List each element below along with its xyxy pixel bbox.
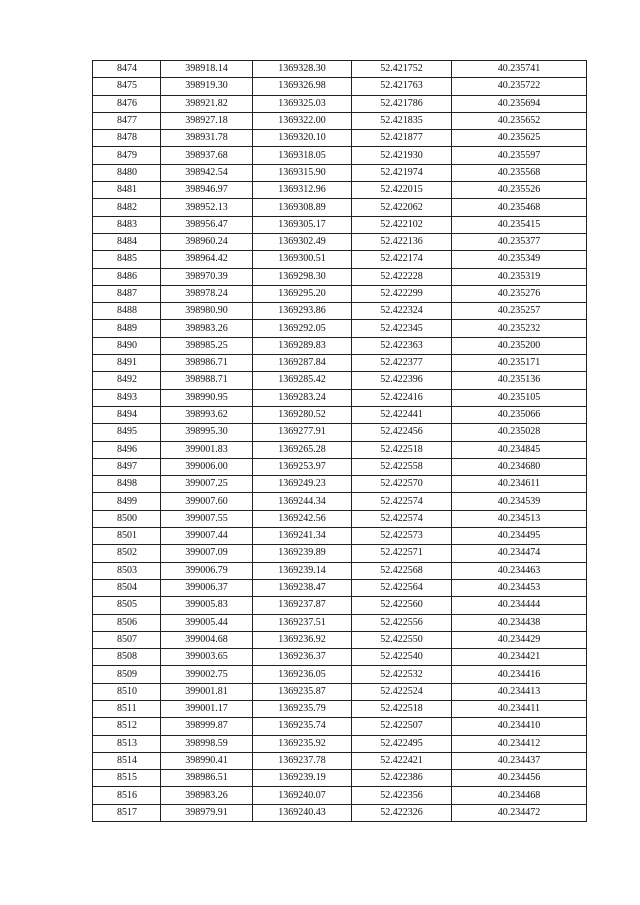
- longitude-cell: 40.235066: [452, 406, 587, 423]
- longitude-cell: 40.234463: [452, 562, 587, 579]
- y-coordinate-cell: 1369239.14: [253, 562, 352, 579]
- y-coordinate-cell: 1369236.05: [253, 666, 352, 683]
- longitude-cell: 40.235136: [452, 372, 587, 389]
- latitude-cell: 52.422568: [352, 562, 452, 579]
- latitude-cell: 52.421877: [352, 130, 452, 147]
- table-row: [93, 458, 587, 475]
- table-row: [93, 683, 587, 700]
- x-coordinate-cell: 398990.41: [161, 752, 253, 769]
- table-row: [93, 268, 587, 285]
- x-coordinate-cell: 398990.95: [161, 389, 253, 406]
- latitude-cell: 52.422495: [352, 735, 452, 752]
- table-row: [93, 631, 587, 648]
- latitude-cell: 52.422507: [352, 718, 452, 735]
- point-number-cell: 8493: [93, 389, 161, 406]
- latitude-cell: 52.422556: [352, 614, 452, 631]
- table-row: [93, 95, 587, 112]
- x-coordinate-cell: 399007.55: [161, 510, 253, 527]
- table-row: [93, 614, 587, 631]
- table-row: [93, 389, 587, 406]
- table-row: [93, 130, 587, 147]
- point-number-cell: 8496: [93, 441, 161, 458]
- longitude-cell: 40.234416: [452, 666, 587, 683]
- point-number-cell: 8505: [93, 597, 161, 614]
- point-number-cell: 8480: [93, 164, 161, 181]
- y-coordinate-cell: 1369315.90: [253, 164, 352, 181]
- table-row: [93, 216, 587, 233]
- latitude-cell: 52.422326: [352, 804, 452, 821]
- x-coordinate-cell: 398983.26: [161, 320, 253, 337]
- y-coordinate-cell: 1369308.89: [253, 199, 352, 216]
- point-number-cell: 8488: [93, 303, 161, 320]
- latitude-cell: 52.422456: [352, 424, 452, 441]
- latitude-cell: 52.422532: [352, 666, 452, 683]
- table-row: [93, 787, 587, 804]
- longitude-cell: 40.235625: [452, 130, 587, 147]
- x-coordinate-cell: 399007.60: [161, 493, 253, 510]
- latitude-cell: 52.422015: [352, 182, 452, 199]
- longitude-cell: 40.235377: [452, 233, 587, 250]
- latitude-cell: 52.422174: [352, 251, 452, 268]
- point-number-cell: 8483: [93, 216, 161, 233]
- x-coordinate-cell: 399002.75: [161, 666, 253, 683]
- table-row: [93, 770, 587, 787]
- y-coordinate-cell: 1369302.49: [253, 233, 352, 250]
- x-coordinate-cell: 399001.17: [161, 700, 253, 717]
- table-row: [93, 528, 587, 545]
- y-coordinate-cell: 1369289.83: [253, 337, 352, 354]
- point-number-cell: 8476: [93, 95, 161, 112]
- table-row: [93, 61, 587, 78]
- latitude-cell: 52.422062: [352, 199, 452, 216]
- y-coordinate-cell: 1369280.52: [253, 406, 352, 423]
- y-coordinate-cell: 1369242.56: [253, 510, 352, 527]
- table-row: [93, 355, 587, 372]
- y-coordinate-cell: 1369244.34: [253, 493, 352, 510]
- y-coordinate-cell: 1369328.30: [253, 61, 352, 78]
- coordinates-table-body: [93, 61, 587, 822]
- point-number-cell: 8510: [93, 683, 161, 700]
- point-number-cell: 8506: [93, 614, 161, 631]
- point-number-cell: 8500: [93, 510, 161, 527]
- table-row: [93, 441, 587, 458]
- table-row: [93, 372, 587, 389]
- x-coordinate-cell: 398988.71: [161, 372, 253, 389]
- point-number-cell: 8514: [93, 752, 161, 769]
- latitude-cell: 52.422540: [352, 649, 452, 666]
- latitude-cell: 52.422377: [352, 355, 452, 372]
- x-coordinate-cell: 399006.37: [161, 579, 253, 596]
- y-coordinate-cell: 1369236.37: [253, 649, 352, 666]
- latitude-cell: 52.422228: [352, 268, 452, 285]
- longitude-cell: 40.234474: [452, 545, 587, 562]
- table-row: [93, 735, 587, 752]
- longitude-cell: 40.235415: [452, 216, 587, 233]
- longitude-cell: 40.235349: [452, 251, 587, 268]
- latitude-cell: 52.422356: [352, 787, 452, 804]
- longitude-cell: 40.235468: [452, 199, 587, 216]
- x-coordinate-cell: 398964.42: [161, 251, 253, 268]
- y-coordinate-cell: 1369239.89: [253, 545, 352, 562]
- table-row: [93, 424, 587, 441]
- longitude-cell: 40.234611: [452, 476, 587, 493]
- point-number-cell: 8515: [93, 770, 161, 787]
- table-row: [93, 579, 587, 596]
- table-row: [93, 700, 587, 717]
- point-number-cell: 8497: [93, 458, 161, 475]
- y-coordinate-cell: 1369326.98: [253, 78, 352, 95]
- x-coordinate-cell: 398993.62: [161, 406, 253, 423]
- table-row: [93, 649, 587, 666]
- latitude-cell: 52.422102: [352, 216, 452, 233]
- point-number-cell: 8495: [93, 424, 161, 441]
- y-coordinate-cell: 1369292.05: [253, 320, 352, 337]
- latitude-cell: 52.422518: [352, 441, 452, 458]
- point-number-cell: 8498: [93, 476, 161, 493]
- latitude-cell: 52.422571: [352, 545, 452, 562]
- longitude-cell: 40.235200: [452, 337, 587, 354]
- x-coordinate-cell: 398921.82: [161, 95, 253, 112]
- x-coordinate-cell: 399004.68: [161, 631, 253, 648]
- x-coordinate-cell: 398986.71: [161, 355, 253, 372]
- point-number-cell: 8482: [93, 199, 161, 216]
- longitude-cell: 40.235232: [452, 320, 587, 337]
- y-coordinate-cell: 1369240.07: [253, 787, 352, 804]
- x-coordinate-cell: 398980.90: [161, 303, 253, 320]
- y-coordinate-cell: 1369249.23: [253, 476, 352, 493]
- table-row: [93, 752, 587, 769]
- point-number-cell: 8477: [93, 112, 161, 129]
- table-row: [93, 303, 587, 320]
- latitude-cell: 52.422386: [352, 770, 452, 787]
- y-coordinate-cell: 1369238.47: [253, 579, 352, 596]
- x-coordinate-cell: 398999.87: [161, 718, 253, 735]
- point-number-cell: 8474: [93, 61, 161, 78]
- longitude-cell: 40.234472: [452, 804, 587, 821]
- point-number-cell: 8479: [93, 147, 161, 164]
- y-coordinate-cell: 1369235.92: [253, 735, 352, 752]
- x-coordinate-cell: 399006.00: [161, 458, 253, 475]
- latitude-cell: 52.422518: [352, 700, 452, 717]
- x-coordinate-cell: 399003.65: [161, 649, 253, 666]
- table-row: [93, 510, 587, 527]
- latitude-cell: 52.422550: [352, 631, 452, 648]
- longitude-cell: 40.235257: [452, 303, 587, 320]
- latitude-cell: 52.422363: [352, 337, 452, 354]
- point-number-cell: 8481: [93, 182, 161, 199]
- x-coordinate-cell: 398998.59: [161, 735, 253, 752]
- y-coordinate-cell: 1369235.87: [253, 683, 352, 700]
- table-row: [93, 718, 587, 735]
- x-coordinate-cell: 398979.91: [161, 804, 253, 821]
- y-coordinate-cell: 1369253.97: [253, 458, 352, 475]
- longitude-cell: 40.234845: [452, 441, 587, 458]
- x-coordinate-cell: 399005.44: [161, 614, 253, 631]
- longitude-cell: 40.235597: [452, 147, 587, 164]
- point-number-cell: 8491: [93, 355, 161, 372]
- x-coordinate-cell: 399001.83: [161, 441, 253, 458]
- y-coordinate-cell: 1369237.87: [253, 597, 352, 614]
- y-coordinate-cell: 1369235.79: [253, 700, 352, 717]
- latitude-cell: 52.422560: [352, 597, 452, 614]
- point-number-cell: 8508: [93, 649, 161, 666]
- y-coordinate-cell: 1369318.05: [253, 147, 352, 164]
- x-coordinate-cell: 398931.78: [161, 130, 253, 147]
- longitude-cell: 40.234438: [452, 614, 587, 631]
- y-coordinate-cell: 1369295.20: [253, 285, 352, 302]
- point-number-cell: 8502: [93, 545, 161, 562]
- latitude-cell: 52.422574: [352, 493, 452, 510]
- y-coordinate-cell: 1369240.43: [253, 804, 352, 821]
- longitude-cell: 40.234539: [452, 493, 587, 510]
- y-coordinate-cell: 1369293.86: [253, 303, 352, 320]
- point-number-cell: 8484: [93, 233, 161, 250]
- x-coordinate-cell: 398970.39: [161, 268, 253, 285]
- latitude-cell: 52.421930: [352, 147, 452, 164]
- latitude-cell: 52.422345: [352, 320, 452, 337]
- latitude-cell: 52.422441: [352, 406, 452, 423]
- point-number-cell: 8490: [93, 337, 161, 354]
- longitude-cell: 40.234412: [452, 735, 587, 752]
- y-coordinate-cell: 1369241.34: [253, 528, 352, 545]
- latitude-cell: 52.421763: [352, 78, 452, 95]
- longitude-cell: 40.235722: [452, 78, 587, 95]
- y-coordinate-cell: 1369322.00: [253, 112, 352, 129]
- table-row: [93, 545, 587, 562]
- x-coordinate-cell: 398983.26: [161, 787, 253, 804]
- table-row: [93, 182, 587, 199]
- point-number-cell: 8475: [93, 78, 161, 95]
- latitude-cell: 52.422299: [352, 285, 452, 302]
- longitude-cell: 40.234437: [452, 752, 587, 769]
- longitude-cell: 40.235652: [452, 112, 587, 129]
- x-coordinate-cell: 398919.30: [161, 78, 253, 95]
- point-number-cell: 8511: [93, 700, 161, 717]
- table-row: [93, 251, 587, 268]
- table-row: [93, 164, 587, 181]
- y-coordinate-cell: 1369287.84: [253, 355, 352, 372]
- y-coordinate-cell: 1369312.96: [253, 182, 352, 199]
- x-coordinate-cell: 399007.44: [161, 528, 253, 545]
- y-coordinate-cell: 1369235.74: [253, 718, 352, 735]
- y-coordinate-cell: 1369265.28: [253, 441, 352, 458]
- latitude-cell: 52.422574: [352, 510, 452, 527]
- longitude-cell: 40.235568: [452, 164, 587, 181]
- x-coordinate-cell: 398942.54: [161, 164, 253, 181]
- latitude-cell: 52.422136: [352, 233, 452, 250]
- longitude-cell: 40.234411: [452, 700, 587, 717]
- table-row: [93, 147, 587, 164]
- latitude-cell: 52.422570: [352, 476, 452, 493]
- x-coordinate-cell: 398946.97: [161, 182, 253, 199]
- longitude-cell: 40.234513: [452, 510, 587, 527]
- y-coordinate-cell: 1369285.42: [253, 372, 352, 389]
- x-coordinate-cell: 398978.24: [161, 285, 253, 302]
- point-number-cell: 8485: [93, 251, 161, 268]
- table-row: [93, 406, 587, 423]
- latitude-cell: 52.422396: [352, 372, 452, 389]
- table-row: [93, 476, 587, 493]
- longitude-cell: 40.235319: [452, 268, 587, 285]
- point-number-cell: 8503: [93, 562, 161, 579]
- x-coordinate-cell: 398918.14: [161, 61, 253, 78]
- latitude-cell: 52.422421: [352, 752, 452, 769]
- latitude-cell: 52.421786: [352, 95, 452, 112]
- point-number-cell: 8489: [93, 320, 161, 337]
- x-coordinate-cell: 398995.30: [161, 424, 253, 441]
- y-coordinate-cell: 1369325.03: [253, 95, 352, 112]
- longitude-cell: 40.234453: [452, 579, 587, 596]
- x-coordinate-cell: 399007.25: [161, 476, 253, 493]
- longitude-cell: 40.234410: [452, 718, 587, 735]
- latitude-cell: 52.422324: [352, 303, 452, 320]
- point-number-cell: 8512: [93, 718, 161, 735]
- y-coordinate-cell: 1369236.92: [253, 631, 352, 648]
- latitude-cell: 52.422558: [352, 458, 452, 475]
- longitude-cell: 40.234421: [452, 649, 587, 666]
- table-row: [93, 493, 587, 510]
- longitude-cell: 40.234468: [452, 787, 587, 804]
- x-coordinate-cell: 398952.13: [161, 199, 253, 216]
- point-number-cell: 8492: [93, 372, 161, 389]
- table-row: [93, 597, 587, 614]
- longitude-cell: 40.235526: [452, 182, 587, 199]
- longitude-cell: 40.235741: [452, 61, 587, 78]
- latitude-cell: 52.422416: [352, 389, 452, 406]
- x-coordinate-cell: 398986.51: [161, 770, 253, 787]
- table-row: [93, 285, 587, 302]
- table-row: [93, 233, 587, 250]
- table-row: [93, 320, 587, 337]
- latitude-cell: 52.421974: [352, 164, 452, 181]
- x-coordinate-cell: 398960.24: [161, 233, 253, 250]
- table-row: [93, 804, 587, 821]
- x-coordinate-cell: 398927.18: [161, 112, 253, 129]
- longitude-cell: 40.235028: [452, 424, 587, 441]
- table-row: [93, 78, 587, 95]
- y-coordinate-cell: 1369320.10: [253, 130, 352, 147]
- y-coordinate-cell: 1369298.30: [253, 268, 352, 285]
- point-number-cell: 8487: [93, 285, 161, 302]
- longitude-cell: 40.234444: [452, 597, 587, 614]
- y-coordinate-cell: 1369277.91: [253, 424, 352, 441]
- x-coordinate-cell: 399007.09: [161, 545, 253, 562]
- y-coordinate-cell: 1369239.19: [253, 770, 352, 787]
- latitude-cell: 52.422564: [352, 579, 452, 596]
- point-number-cell: 8478: [93, 130, 161, 147]
- longitude-cell: 40.234680: [452, 458, 587, 475]
- point-number-cell: 8509: [93, 666, 161, 683]
- x-coordinate-cell: 398937.68: [161, 147, 253, 164]
- latitude-cell: 52.422524: [352, 683, 452, 700]
- point-number-cell: 8486: [93, 268, 161, 285]
- latitude-cell: 52.421752: [352, 61, 452, 78]
- longitude-cell: 40.235276: [452, 285, 587, 302]
- y-coordinate-cell: 1369237.51: [253, 614, 352, 631]
- longitude-cell: 40.234456: [452, 770, 587, 787]
- point-number-cell: 8507: [93, 631, 161, 648]
- point-number-cell: 8517: [93, 804, 161, 821]
- x-coordinate-cell: 399005.83: [161, 597, 253, 614]
- longitude-cell: 40.235694: [452, 95, 587, 112]
- x-coordinate-cell: 398956.47: [161, 216, 253, 233]
- y-coordinate-cell: 1369300.51: [253, 251, 352, 268]
- point-number-cell: 8501: [93, 528, 161, 545]
- table-row: [93, 337, 587, 354]
- y-coordinate-cell: 1369305.17: [253, 216, 352, 233]
- table-row: [93, 112, 587, 129]
- latitude-cell: 52.421835: [352, 112, 452, 129]
- longitude-cell: 40.235105: [452, 389, 587, 406]
- x-coordinate-cell: 399006.79: [161, 562, 253, 579]
- x-coordinate-cell: 398985.25: [161, 337, 253, 354]
- longitude-cell: 40.235171: [452, 355, 587, 372]
- longitude-cell: 40.234429: [452, 631, 587, 648]
- x-coordinate-cell: 399001.81: [161, 683, 253, 700]
- table-row: [93, 666, 587, 683]
- y-coordinate-cell: 1369283.24: [253, 389, 352, 406]
- point-number-cell: 8516: [93, 787, 161, 804]
- coordinates-table: [92, 60, 587, 822]
- point-number-cell: 8513: [93, 735, 161, 752]
- point-number-cell: 8494: [93, 406, 161, 423]
- latitude-cell: 52.422573: [352, 528, 452, 545]
- longitude-cell: 40.234413: [452, 683, 587, 700]
- y-coordinate-cell: 1369237.78: [253, 752, 352, 769]
- table-row: [93, 199, 587, 216]
- point-number-cell: 8499: [93, 493, 161, 510]
- point-number-cell: 8504: [93, 579, 161, 596]
- table-row: [93, 562, 587, 579]
- longitude-cell: 40.234495: [452, 528, 587, 545]
